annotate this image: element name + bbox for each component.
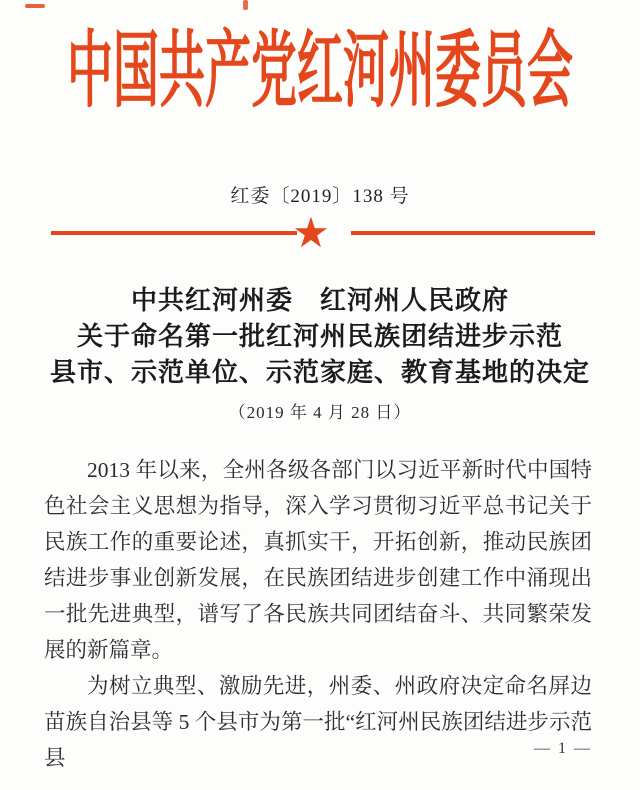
title-line-2: 关于命名第一批红河州民族团结进步示范 (76, 322, 563, 351)
letterhead-title: 中国共产党红河州委员会 (67, 24, 573, 118)
body-paragraph-2: 为树立典型、激励先进，州委、州政府决定命名屏边苗族自治县等 5 个县市为第一批“红河州民族团结进步示范县 (44, 674, 592, 770)
rule-left-segment (51, 231, 297, 235)
scan-artifact-top (243, 0, 248, 10)
title-line-3: 县市、示范单位、示范家庭、教育基地的决定 (49, 358, 590, 387)
star-icon: ★ (292, 208, 330, 257)
scan-artifact-left (25, 4, 45, 8)
document-body (44, 452, 592, 776)
title-line-1: 中共红河州委 红河州人民政府 (130, 286, 509, 315)
document-number: 红委〔2019〕138 号 (230, 186, 410, 207)
document-title (0, 283, 640, 391)
body-paragraph-1: 2013 年以来，全州各级各部门以习近平新时代中国特色社会主义思想为指导，深入学习贯彻习近平总书记关于民族工作的重要论述，真抓实干，开拓创新，推动民族团结进步事业创新发展，在民族团结进步创建工作中涌现出一批先进典型，谱写了各民族共同团结奋斗、共同繁荣发展的新篇章。 (44, 458, 592, 662)
red-divider-rule (0, 208, 640, 257)
document-date: （2019 年 4 月 28 日） (228, 403, 412, 422)
rule-right-segment (351, 231, 595, 235)
page-number: — 1 — (534, 740, 592, 757)
